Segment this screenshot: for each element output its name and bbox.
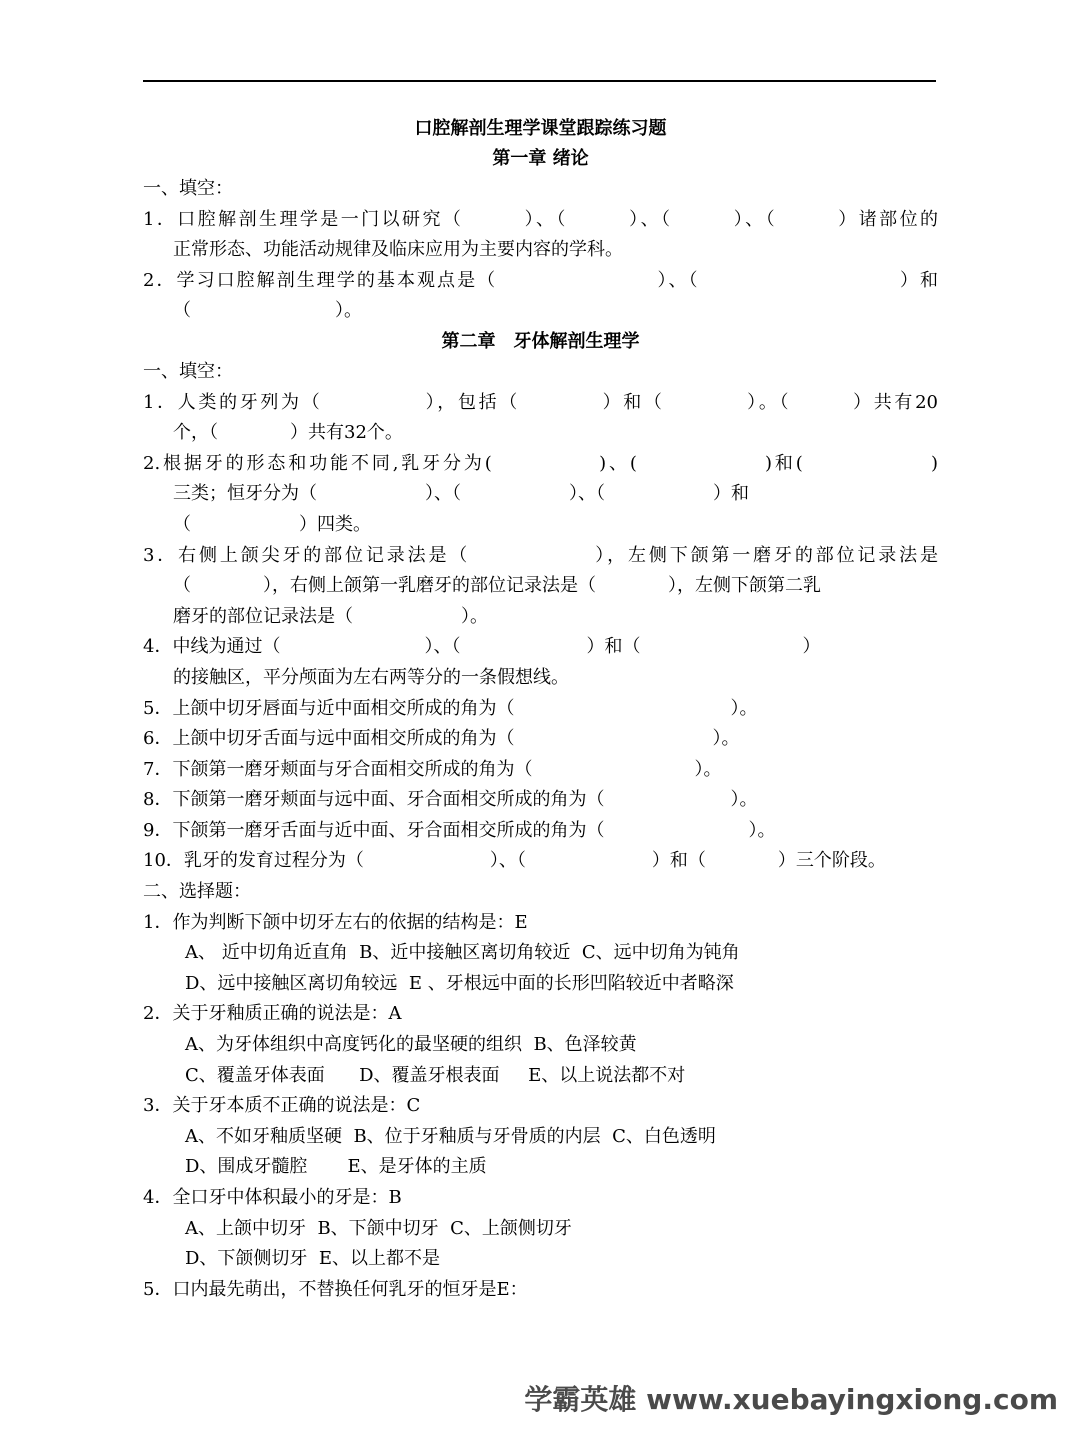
question-line: 7．下颌第一磨牙颊面与牙合面相交所成的角为（ ）。 xyxy=(143,758,722,780)
choice-options: C、覆盖牙体表面 D、覆盖牙根表面 E、以上说法都不对 xyxy=(185,1064,686,1086)
section-heading: 一、填空： xyxy=(143,360,233,382)
document-body xyxy=(143,114,938,1305)
question-line: 3．右侧上颌尖牙的部位记录法是（ ），左侧下颌第一磨牙的部位记录法是 xyxy=(143,544,938,566)
question-line: 个，（ ）共有32个。 xyxy=(173,422,403,444)
question-line: 6．上颌中切牙舌面与远中面相交所成的角为（ ）。 xyxy=(143,728,740,750)
choice-question: 1．作为判断下颌中切牙左右的依据的结构是：E xyxy=(143,911,528,933)
chapter1-title: 第一章 绪论 xyxy=(492,148,589,169)
question-line: 4．中线为通过（ ）、（ ）和（ ） xyxy=(143,636,821,658)
question-line: 1．人类的牙列为（ ），包括（ ）和（ ）。（ ）共有20 xyxy=(143,391,938,413)
choice-options: A、 近中切角近直角 B、近中接触区离切角较近 C、远中切角为钝角 xyxy=(185,942,740,964)
question-line: 2．学习口腔解剖生理学的基本观点是（ ）、（ ）和 xyxy=(143,269,938,291)
question-line: 10．乳牙的发育过程分为（ ）、（ ）和（ ）三个阶段。 xyxy=(143,850,886,872)
section-heading: 一、填空： xyxy=(143,178,233,199)
doc-title: 口腔解剖生理学课堂跟踪练习题 xyxy=(414,118,667,139)
choice-options: D、远中接触区离切角较远 E 、牙根远中面的长形凹陷较近中者略深 xyxy=(185,972,734,994)
section-heading: 二、选择题： xyxy=(143,881,251,903)
choice-question: 3．关于牙本质不正确的说法是：C xyxy=(143,1095,421,1117)
question-line: 8．下颌第一磨牙颊面与远中面、牙合面相交所成的角为（ ）。 xyxy=(143,789,758,811)
question-line: 9．下颌第一磨牙舌面与近中面、牙合面相交所成的角为（ ）。 xyxy=(143,819,776,841)
question-line: 磨牙的部位记录法是（ ）。 xyxy=(173,605,488,627)
choice-question: 2．关于牙釉质正确的说法是：A xyxy=(143,1003,402,1025)
choice-options: D、下颌侧切牙 E、以上都不是 xyxy=(185,1248,441,1270)
question-line: 5．上颌中切牙唇面与近中面相交所成的角为（ ）。 xyxy=(143,697,758,719)
question-line: 三类；恒牙分为（ ）、（ ）、（ ）和 xyxy=(173,483,749,505)
question-line: （ ）四类。 xyxy=(173,513,371,535)
question-line: 2.根据牙的形态和功能不同,乳牙分为( )、( )和( ) xyxy=(143,452,938,474)
question-line: （ ）。 xyxy=(173,300,362,322)
choice-options: A、上颌中切牙 B、下颌中切牙 C、上颌侧切牙 xyxy=(185,1217,572,1239)
question-line: 正常形态、功能活动规律及临床应用为主要内容的学科。 xyxy=(173,239,623,261)
question-line: 1．口腔解剖生理学是一门以研究（ ）、（ ）、（ ）、（ ）诸部位的 xyxy=(143,208,938,230)
chapter2-title: 第二章 牙体解剖生理学 xyxy=(441,330,640,352)
choice-options: A、不如牙釉质坚硬 B、位于牙釉质与牙骨质的内层 C、白色透明 xyxy=(185,1125,716,1147)
header-rule xyxy=(143,80,936,82)
choice-question: 4．全口牙中体积最小的牙是：B xyxy=(143,1187,402,1208)
choice-options: A、为牙体组织中高度钙化的最坚硬的组织 B、色泽较黄 xyxy=(185,1034,637,1056)
site-watermark: 学霸英雄 www.xuebayingxiong.com xyxy=(524,1383,1058,1416)
question-line: （ ），右侧上颌第一乳磨牙的部位记录法是（ ），左侧下颌第二乳 xyxy=(173,575,821,597)
choice-question: 5．口内最先萌出，不替换任何乳牙的恒牙是E： xyxy=(143,1278,528,1300)
choice-options: D、围成牙髓腔 E、是牙体的主质 xyxy=(185,1156,487,1178)
question-line: 的接触区，平分颅面为左右两等分的一条假想线。 xyxy=(173,666,569,688)
